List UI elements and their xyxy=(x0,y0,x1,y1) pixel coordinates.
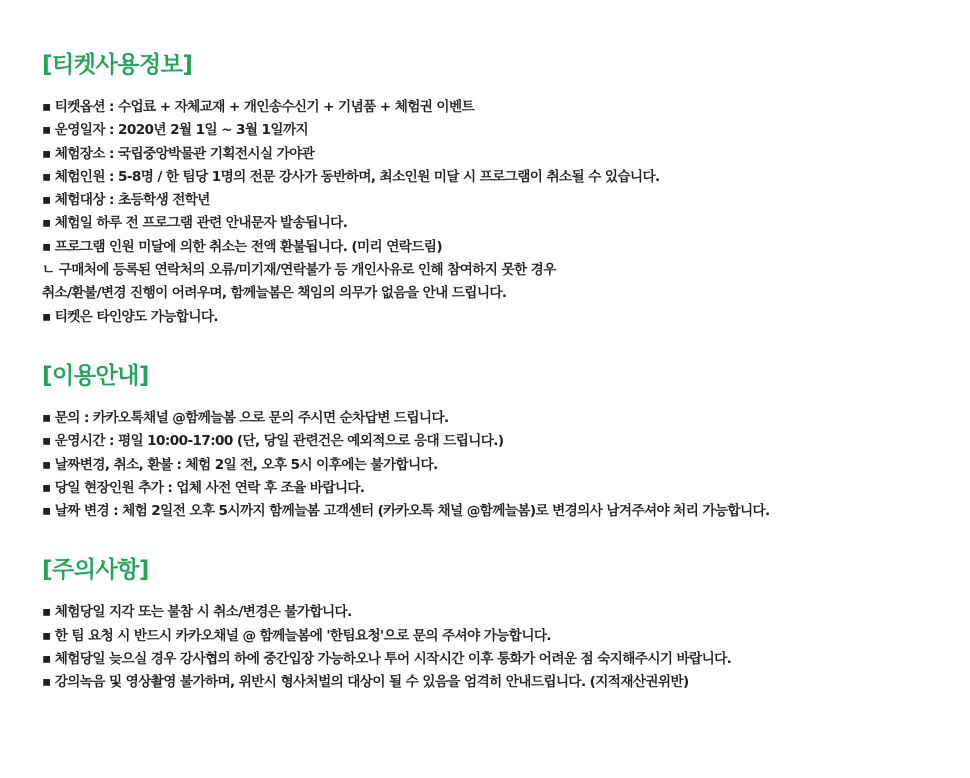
section-title: [이용안내] xyxy=(42,362,149,389)
list-item: ▪ 문의 : 카카오톡채널 @함께늘봄 으로 문의 주시면 순차답변 드립니다. xyxy=(42,409,449,426)
list-item: ▪ 운영시간 : 평일 10:00-17:00 (단, 당일 관련건은 예외적으로 응대 드립니다.) xyxy=(42,433,504,450)
list-item: ▪ 체험일 하루 전 프로그램 관련 안내문자 발송됩니다. xyxy=(42,215,348,232)
list-item: ▪ 체험장소 : 국립중앙박물관 기획전시실 가야관 xyxy=(42,145,315,162)
list-item: ▪ 체험당일 늦으실 경우 강사협의 하에 중간입장 가능하오나 투어 시작시간 이후 통화가 어려운 점 숙지해주시기 바랍니다. xyxy=(42,651,732,668)
list-item: ▪ 날짜 변경 : 체험 2일전 오후 5시까지 함께늘봄 고객센터 (카카오톡 채널 @함께늘봄)로 변경의사 남겨주셔야 처리 가능합니다. xyxy=(42,503,770,520)
section-usage-guide xyxy=(42,359,942,523)
list-item: ▪ 당일 현장인원 추가 : 업체 사전 연락 후 조율 바랍니다. xyxy=(42,479,365,496)
list-item: ▪ 티켓옵션 : 수업료 + 자체교재 + 개인송수신기 + 기념품 + 체험권 이벤트 xyxy=(42,99,475,115)
list-item: ▪ 체험대상 : 초등학생 전학년 xyxy=(42,192,210,209)
list-item: ▪ 운영일자 : 2020년 2월 1일 ~ 3월 1일까지 xyxy=(42,122,309,139)
notice-document xyxy=(42,48,942,695)
section-title: [티켓사용정보] xyxy=(42,52,193,78)
list-item: ▪ 프로그램 인원 미달에 의한 취소는 전액 환불됩니다. (미리 연락드림) xyxy=(42,238,442,255)
usage-guide-list xyxy=(42,407,942,523)
list-item: ▪ 강의녹음 및 영상촬영 불가하며, 위반시 형사처벌의 대상이 될 수 있음을 엄격히 안내드립니다. (지적재산권위반) xyxy=(42,674,689,691)
ticket-info-list xyxy=(42,96,942,329)
list-item: ㄴ 구매처에 등록된 연락처의 오류/미기재/연락불가 등 개인사유로 인해 참여하지 못한 경우 xyxy=(42,262,556,279)
list-item: 취소/환불/변경 진행이 어려우며, 함께늘봄은 책임의 의무가 없음을 안내 드립니다. xyxy=(42,285,507,302)
section-title: [주의사항] xyxy=(42,557,149,584)
list-item: ▪ 티켓은 타인양도 가능합니다. xyxy=(42,308,218,325)
cautions-list xyxy=(42,601,942,694)
list-item: ▪ 체험당일 지각 또는 불참 시 취소/변경은 불가합니다. xyxy=(42,604,352,621)
list-item: ▪ 날짜변경, 취소, 환불 : 체험 2일 전, 오후 5시 이후에는 불가합니다. xyxy=(42,456,438,473)
section-ticket-info xyxy=(42,48,942,329)
list-item: ▪ 체험인원 : 5-8명 / 한 팀당 1명의 전문 강사가 동반하며, 최소인원 미달 시 프로그램이 취소될 수 있습니다. xyxy=(42,168,660,185)
list-item: ▪ 한 팀 요청 시 반드시 카카오채널 @ 함께늘봄에 '한팀요청'으로 문의 주셔야 가능합니다. xyxy=(42,627,551,644)
section-cautions xyxy=(42,553,942,694)
